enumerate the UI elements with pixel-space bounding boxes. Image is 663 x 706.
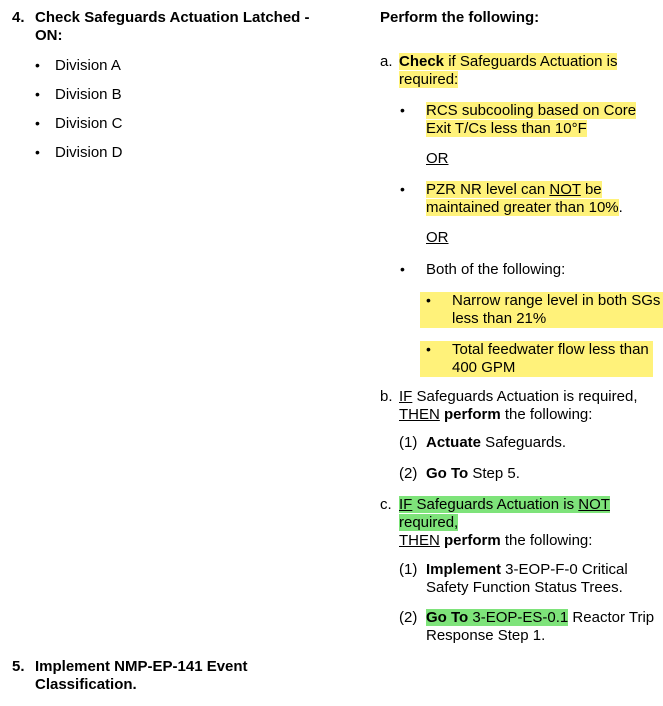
substep-c-1-num: (1) (399, 561, 418, 578)
division-label: Division B (55, 86, 122, 103)
step-5-title-line2: Classification. (35, 676, 137, 693)
step-5-title-line1: Implement NMP-EP-141 Event (35, 658, 248, 675)
sub-condition-text: less than 21% (452, 310, 547, 327)
step-5-title (35, 658, 248, 694)
substep-b-2-text (426, 465, 520, 482)
substep-text: Safety Function Status Trees. (426, 579, 623, 596)
step-5-number: 5. (12, 658, 25, 675)
go-to-keyword: Go To (426, 465, 469, 482)
then-keyword: THEN (399, 532, 440, 549)
step-4-title-line2: ON: (35, 27, 63, 44)
then-keyword: THEN (399, 406, 440, 423)
substep-b-letter: b. (380, 388, 393, 405)
perform-keyword: perform (444, 406, 501, 423)
condition-both: Both of the following: (426, 261, 566, 278)
substep-text: 3-EOP-F-0 Critical (501, 561, 628, 578)
division-label: Division A (55, 57, 121, 74)
substep-c-2-num: (2) (399, 609, 418, 626)
substep-c-line2: required, (399, 514, 459, 531)
division-label: Division D (55, 144, 123, 161)
substep-b-2-num: (2) (399, 465, 418, 482)
condition-rcs-subcooling (426, 102, 636, 138)
go-to-keyword: Go To (426, 609, 469, 626)
step-4-title (35, 9, 310, 45)
perform-keyword: perform (444, 532, 501, 549)
not-keyword: NOT (549, 181, 581, 198)
condition-text: RCS subcooling based on Core (426, 102, 637, 119)
step-4-title-line1: Check Safeguards Actuation Latched - (35, 9, 310, 26)
perform-header: Perform the following: (380, 9, 540, 26)
if-keyword: IF (399, 388, 413, 405)
substep-text: Safeguards. (481, 434, 567, 451)
substep-a-text (399, 53, 617, 89)
division-label: Division C (55, 115, 123, 132)
substep-text: Response Step 1. (426, 627, 546, 644)
substep-b-1-num: (1) (399, 434, 418, 451)
substep-text: Reactor Trip (568, 609, 655, 626)
sub-condition-text: Total feedwater flow less than (452, 341, 649, 358)
not-keyword: NOT (578, 496, 610, 513)
substep-b-line2: the following: (500, 406, 593, 423)
check-keyword: Check (399, 53, 445, 70)
condition-text: maintained greater than 10% (426, 199, 619, 216)
substep-c-letter: c. (380, 496, 392, 513)
or-connector: OR (426, 229, 449, 246)
substep-c-line3: the following: (500, 532, 593, 549)
procedure-reference: 3-EOP-ES-0.1 (468, 609, 569, 626)
substep-a-line1: if Safeguards Actuation is (444, 53, 618, 70)
substep-c-line1: Safeguards Actuation is (412, 496, 579, 513)
sub-condition-text: 400 GPM (452, 359, 516, 376)
actuate-keyword: Actuate (426, 434, 482, 451)
sub-condition-text: Narrow range level in both SGs (452, 292, 661, 309)
substep-c-text (399, 496, 610, 550)
substep-b-1-text (426, 434, 566, 451)
sub-condition-feedwater: • Total feedwater flow less than 400 GPM (420, 341, 653, 377)
condition-pzr-level (426, 181, 623, 217)
period: . (618, 199, 623, 216)
substep-c-2-text (426, 609, 654, 645)
implement-keyword: Implement (426, 561, 502, 578)
step-4-number: 4. (12, 9, 25, 26)
substep-a-letter: a. (380, 53, 393, 70)
if-keyword: IF (399, 496, 413, 513)
substep-a-line2: required: (399, 71, 459, 88)
sub-condition-sg-level: • Narrow range level in both SGs less than 21% (420, 292, 663, 328)
condition-text: be (580, 181, 602, 198)
or-connector: OR (426, 150, 449, 167)
substep-c-1-text (426, 561, 628, 597)
condition-text: PZR NR level can (426, 181, 550, 198)
substep-text: Step 5. (468, 465, 520, 482)
condition-text: Exit T/Cs less than 10°F (426, 120, 587, 137)
substep-b-line1: Safeguards Actuation is required, (412, 388, 638, 405)
substep-b-text (399, 388, 637, 424)
